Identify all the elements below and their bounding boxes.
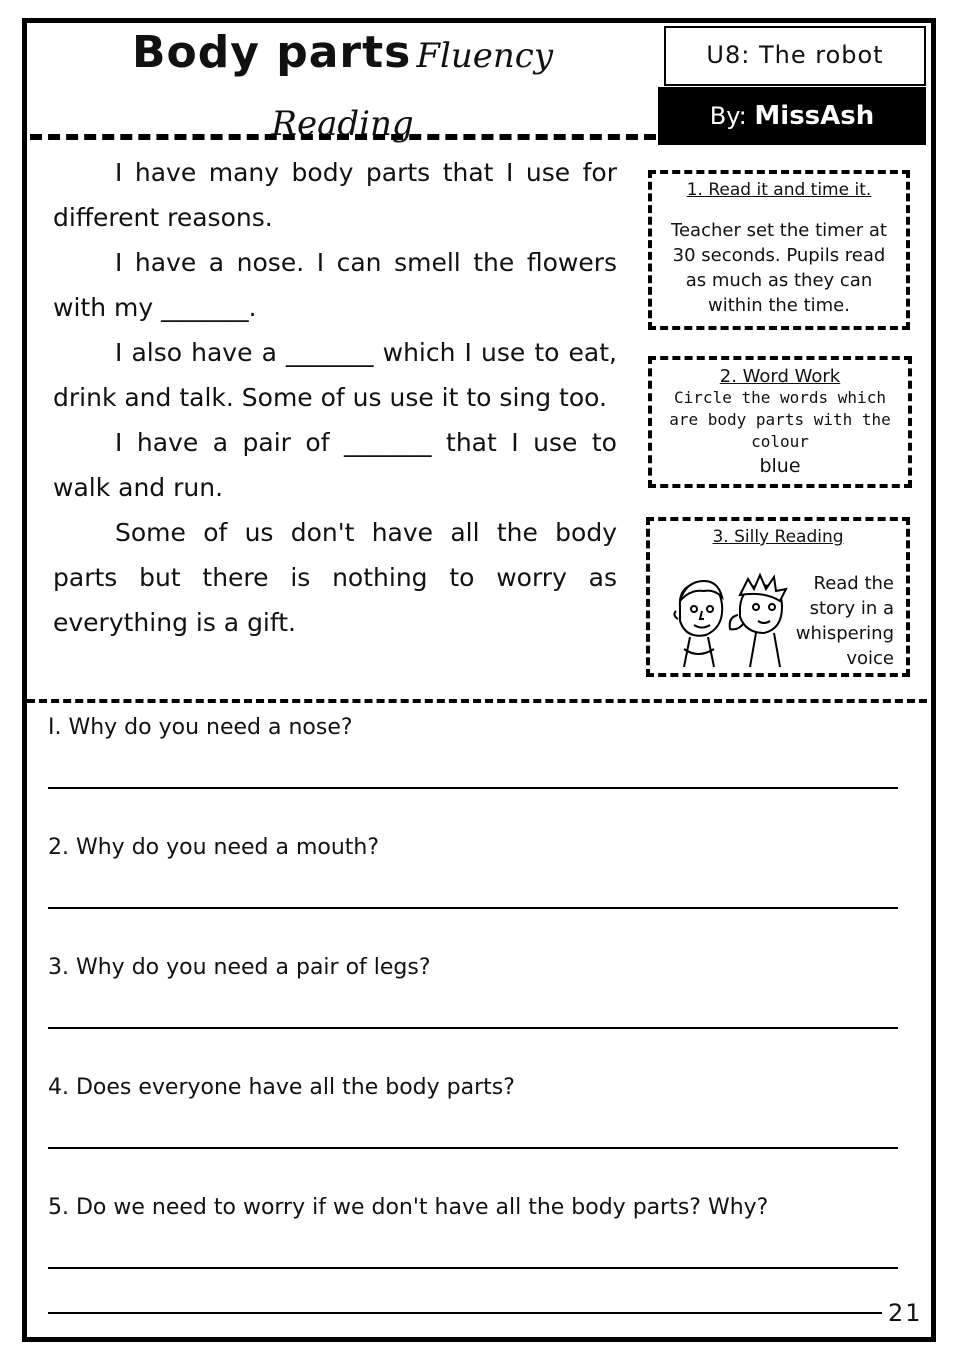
title-script-text: Fluency	[416, 36, 554, 76]
instruction-heading: 3. Silly Reading	[712, 527, 844, 547]
instruction-body: Circle the words which are body parts with the colour	[669, 388, 891, 451]
question-1: I. Why do you need a nose?	[48, 715, 353, 740]
passage-paragraph: Some of us don't have all the body parts but there is nothing to worry as everything is a gift.	[53, 518, 617, 637]
question-3: 3. Why do you need a pair of legs?	[48, 955, 431, 980]
instruction-box-word-work	[648, 356, 912, 488]
answer-line[interactable]	[48, 1267, 898, 1269]
question-4: 4. Does everyone have all the body parts?	[48, 1075, 515, 1100]
answer-line[interactable]	[48, 1027, 898, 1029]
answer-blank: _______	[286, 338, 374, 367]
instruction-box-silly-reading	[646, 517, 910, 677]
instruction-body: Teacher set the timer at 30 seconds. Pupils read as much as they can within the time.	[671, 220, 887, 316]
answer-line[interactable]	[48, 907, 898, 909]
title-divider	[30, 134, 656, 140]
section-divider	[27, 699, 927, 703]
passage-text: that I use to walk and run.	[53, 428, 617, 502]
reading-passage	[53, 150, 617, 645]
author-prefix: By:	[709, 102, 747, 130]
passage-text: I also have a	[115, 338, 277, 367]
passage-text: which I use to eat, drink and talk. Some of us use it to sing too.	[53, 338, 618, 412]
whispering-boys-icon	[660, 567, 794, 667]
answer-line[interactable]	[48, 1147, 898, 1149]
passage-paragraph: I have many body parts that I use for different reasons.	[53, 158, 617, 232]
passage-text: I have a nose. I can smell the flowers with my	[53, 248, 617, 322]
passage-text: .	[248, 293, 257, 322]
question-2: 2. Why do you need a mouth?	[48, 835, 380, 860]
answer-blank: _______	[344, 428, 432, 457]
question-5: 5. Do we need to worry if we don't have all the body parts? Why?	[48, 1195, 769, 1220]
title-bold-text: Body parts	[131, 27, 412, 78]
passage-paragraph	[53, 240, 617, 330]
answer-line[interactable]	[48, 787, 898, 789]
title-script-text-2: Reading	[271, 104, 414, 144]
author-name: MissAsh	[754, 101, 875, 131]
passage-paragraph	[53, 420, 617, 510]
instruction-heading: 2. Word Work	[719, 366, 841, 387]
answer-blank: _______	[161, 293, 249, 322]
passage-text: I have a pair of	[115, 428, 330, 457]
instruction-box-read-and-time	[648, 170, 910, 330]
instruction-color-word: blue	[759, 455, 801, 477]
unit-label: U8: The robot	[664, 26, 926, 86]
instruction-body: Read the story in a whispering voice	[795, 573, 894, 669]
author-bar	[658, 87, 926, 145]
page-number: 21	[888, 1299, 923, 1327]
passage-paragraph	[53, 330, 617, 420]
answer-line[interactable]	[48, 1312, 882, 1314]
worksheet-title	[30, 24, 655, 144]
instruction-heading: 1. Read it and time it.	[686, 180, 872, 200]
